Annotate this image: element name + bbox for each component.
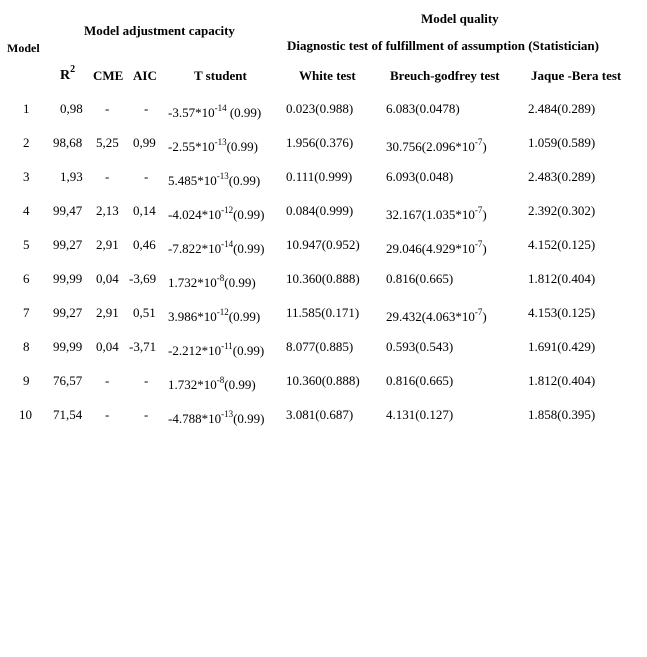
- cell-r2: [60, 169, 83, 185]
- model-number: 9: [23, 373, 30, 388]
- bg-value: 4.131(0.127): [386, 407, 454, 422]
- aic-value: -3,69: [129, 271, 157, 286]
- white-value: 10.947(0.952): [286, 237, 360, 252]
- cme-value: 5,25: [96, 135, 119, 150]
- t-mantissa: 1.732*10: [168, 275, 217, 290]
- t-exponent: -14: [221, 239, 234, 249]
- r2-value: 99,47: [53, 203, 83, 218]
- cell-model: [23, 305, 30, 321]
- aic-value: 0,99: [133, 135, 156, 150]
- cell-white-test: [286, 373, 360, 389]
- cell-model: [23, 101, 30, 117]
- cell-white-test: [286, 203, 353, 219]
- header-diagnostic: Diagnostic test of fulfillment of assumption (Statistician): [287, 38, 599, 53]
- cme-value: -: [105, 373, 110, 388]
- jb-value: 1.812(0.404): [528, 373, 596, 388]
- t-mantissa: -2.55*10: [168, 139, 215, 154]
- cell-model: [23, 339, 30, 355]
- cell-breusch-godfrey: [386, 241, 487, 257]
- r2-value: 99,27: [53, 237, 83, 252]
- cme-value: 2,91: [96, 305, 119, 320]
- t-mantissa: 3.986*10: [168, 309, 217, 324]
- t-pvalue: (0.99): [232, 343, 265, 358]
- r2-value: 99,27: [53, 305, 83, 320]
- cell-aic: [144, 101, 148, 117]
- r2-value: 0,98: [60, 101, 83, 116]
- white-value: 10.360(0.888): [286, 373, 360, 388]
- cell-white-test: [286, 237, 360, 253]
- cell-jarque-bera: [528, 101, 595, 117]
- t-pvalue: (0.99): [233, 241, 265, 256]
- jb-value: 1.691(0.429): [528, 339, 596, 354]
- r2-value: 1,93: [60, 169, 83, 184]
- header-model: Model: [7, 41, 40, 55]
- model-number: 10: [19, 407, 32, 422]
- cell-aic: [129, 271, 156, 287]
- cell-cme: [105, 101, 109, 117]
- jb-value: 1.812(0.404): [528, 271, 596, 286]
- model-number: 8: [23, 339, 30, 354]
- r2-value: 99,99: [53, 271, 83, 286]
- jb-value: 2.484(0.289): [528, 101, 596, 116]
- model-number: 6: [23, 271, 30, 286]
- cell-aic: [129, 339, 156, 355]
- t-exponent: -12: [216, 307, 229, 317]
- t-exponent: -13: [221, 409, 234, 419]
- cell-breusch-godfrey: [386, 339, 453, 355]
- t-exponent: -8: [216, 273, 225, 283]
- cell-r2: [53, 237, 82, 253]
- cell-breusch-godfrey: [386, 271, 453, 287]
- cell-aic: [144, 169, 148, 185]
- t-pvalue: (0.99): [228, 173, 261, 188]
- r2-base: R: [60, 68, 71, 83]
- cell-model: [23, 237, 30, 253]
- bg-value: 32.167(1.035*10: [386, 207, 475, 222]
- cell-jarque-bera: [528, 373, 595, 389]
- jb-value: 1.059(0.589): [528, 135, 596, 150]
- cme-value: -: [105, 169, 110, 184]
- t-pvalue: (0.99): [233, 411, 265, 426]
- model-number: 7: [23, 305, 30, 320]
- bg-value: 0.593(0.543): [386, 339, 454, 354]
- cell-white-test: [286, 271, 360, 287]
- cell-cme: [96, 203, 119, 219]
- cell-white-test: [286, 339, 353, 355]
- cell-white-test: [286, 169, 352, 185]
- white-value: 0.084(0.999): [286, 203, 354, 218]
- cme-value: -: [105, 407, 110, 422]
- cell-cme: [105, 407, 109, 423]
- t-exponent: -14: [214, 103, 227, 113]
- bg-close: ): [482, 241, 487, 256]
- cell-breusch-godfrey: [386, 207, 487, 223]
- cell-cme: [96, 305, 119, 321]
- cme-value: 2,91: [96, 237, 119, 252]
- bg-exponent: -7: [474, 205, 483, 215]
- cell-breusch-godfrey: [386, 101, 460, 117]
- bg-value: 30.756(2.096*10: [386, 139, 475, 154]
- cell-cme: [96, 339, 119, 355]
- white-value: 0.111(0.999): [286, 169, 353, 184]
- jb-value: 1.858(0.395): [528, 407, 596, 422]
- cell-r2: [53, 373, 82, 389]
- header-cme: CME: [93, 68, 124, 83]
- r2-value: 98,68: [53, 135, 83, 150]
- aic-value: 0,14: [133, 203, 156, 218]
- bg-value: 0.816(0.665): [386, 373, 454, 388]
- cell-t-student: [168, 411, 265, 427]
- t-exponent: -12: [221, 205, 234, 215]
- model-number: 4: [23, 203, 30, 218]
- cell-white-test: [286, 305, 359, 321]
- white-value: 8.077(0.885): [286, 339, 354, 354]
- cell-model: [23, 135, 30, 151]
- jb-value: 4.153(0.125): [528, 305, 596, 320]
- r2-exponent: 2: [70, 64, 76, 75]
- t-mantissa: -4.024*10: [168, 207, 222, 222]
- cell-r2: [53, 271, 82, 287]
- aic-value: -3,71: [129, 339, 157, 354]
- cell-t-student: [168, 173, 260, 189]
- white-value: 10.360(0.888): [286, 271, 360, 286]
- jb-value: 2.483(0.289): [528, 169, 596, 184]
- r2-value: 76,57: [53, 373, 83, 388]
- cell-aic: [133, 305, 156, 321]
- cell-white-test: [286, 407, 353, 423]
- cell-r2: [53, 135, 82, 151]
- cell-jarque-bera: [528, 305, 595, 321]
- cell-r2: [53, 339, 82, 355]
- cme-value: 0,04: [96, 271, 119, 286]
- cell-r2: [53, 203, 82, 219]
- bg-value: 29.432(4.063*10: [386, 309, 475, 324]
- t-mantissa: 1.732*10: [168, 377, 217, 392]
- bg-exponent: -7: [474, 137, 483, 147]
- jb-value: 4.152(0.125): [528, 237, 596, 252]
- bg-close: ): [482, 207, 487, 222]
- cell-model: [23, 203, 30, 219]
- header-white-test: White test: [299, 68, 356, 83]
- cell-model: [23, 271, 30, 287]
- cme-value: -: [105, 101, 110, 116]
- cell-aic: [133, 135, 156, 151]
- cell-t-student: [168, 275, 256, 291]
- t-mantissa: 5.485*10: [168, 173, 217, 188]
- bg-value: 6.083(0.0478): [386, 101, 460, 116]
- t-exponent: -13: [214, 137, 227, 147]
- cell-white-test: [286, 135, 353, 151]
- cell-jarque-bera: [528, 339, 595, 355]
- model-number: 1: [23, 101, 30, 116]
- cell-breusch-godfrey: [386, 373, 453, 389]
- t-pvalue: (0.99): [224, 377, 256, 392]
- cell-aic: [144, 407, 148, 423]
- bg-exponent: -7: [474, 307, 483, 317]
- t-exponent: -8: [216, 375, 225, 385]
- white-value: 11.585(0.171): [286, 305, 360, 320]
- cell-model: [23, 169, 30, 185]
- cell-aic: [133, 237, 156, 253]
- cell-cme: [96, 271, 119, 287]
- t-exponent: -13: [216, 171, 229, 181]
- cme-value: 2,13: [96, 203, 119, 218]
- aic-value: -: [144, 101, 149, 116]
- header-model-quality: Model quality: [421, 11, 499, 26]
- bg-value: 0.816(0.665): [386, 271, 454, 286]
- aic-value: -: [144, 169, 149, 184]
- cell-aic: [144, 373, 148, 389]
- t-mantissa: -4.788*10: [168, 411, 222, 426]
- header-r2: [60, 64, 76, 84]
- model-number: 3: [23, 169, 30, 184]
- cell-model: [19, 407, 32, 423]
- cme-value: 0,04: [96, 339, 119, 354]
- cell-jarque-bera: [528, 407, 595, 423]
- cell-breusch-godfrey: [386, 139, 487, 155]
- cell-t-student: [168, 377, 256, 393]
- cell-aic: [133, 203, 156, 219]
- header-t-student: T student: [194, 68, 247, 83]
- header-adjustment-capacity: Model adjustment capacity: [84, 23, 235, 38]
- cell-jarque-bera: [528, 271, 595, 287]
- cell-jarque-bera: [528, 203, 595, 219]
- t-pvalue: (0.99): [228, 309, 261, 324]
- header-breusch-godfrey: Breuch-godfrey test: [390, 68, 500, 83]
- cell-t-student: [168, 241, 265, 257]
- aic-value: -: [144, 373, 149, 388]
- cell-model: [23, 373, 30, 389]
- cell-t-student: [168, 309, 260, 325]
- cell-breusch-godfrey: [386, 169, 453, 185]
- bg-close: ): [482, 309, 487, 324]
- cell-jarque-bera: [528, 135, 595, 151]
- aic-value: -: [144, 407, 149, 422]
- cell-jarque-bera: [528, 237, 595, 253]
- cell-r2: [53, 407, 82, 423]
- t-mantissa: -2.212*10: [168, 343, 222, 358]
- cell-white-test: [286, 101, 353, 117]
- cell-jarque-bera: [528, 169, 595, 185]
- t-pvalue: (0.99): [233, 207, 265, 222]
- cell-t-student: [168, 105, 261, 121]
- t-exponent: -11: [221, 341, 233, 351]
- cell-t-student: [168, 139, 258, 155]
- t-pvalue: (0.99): [226, 139, 259, 154]
- aic-value: 0,51: [133, 305, 156, 320]
- cell-r2: [53, 305, 82, 321]
- t-pvalue: (0.99): [224, 275, 256, 290]
- r2-value: 99,99: [53, 339, 83, 354]
- white-value: 1.956(0.376): [286, 135, 354, 150]
- r2-value: 71,54: [53, 407, 83, 422]
- bg-value: 29.046(4.929*10: [386, 241, 475, 256]
- cell-cme: [96, 135, 119, 151]
- t-mantissa: -7.822*10: [168, 241, 222, 256]
- white-value: 0.023(0.988): [286, 101, 354, 116]
- cell-breusch-godfrey: [386, 407, 453, 423]
- cell-cme: [96, 237, 119, 253]
- bg-value: 6.093(0.048): [386, 169, 454, 184]
- header-jarque-bera: Jaque -Bera test: [531, 68, 622, 83]
- white-value: 3.081(0.687): [286, 407, 354, 422]
- model-number: 2: [23, 135, 30, 150]
- jb-value: 2.392(0.302): [528, 203, 596, 218]
- cell-breusch-godfrey: [386, 309, 487, 325]
- bg-close: ): [482, 139, 487, 154]
- cell-t-student: [168, 207, 265, 223]
- cell-t-student: [168, 343, 264, 359]
- header-aic: AIC: [133, 68, 157, 83]
- bg-exponent: -7: [474, 239, 483, 249]
- t-mantissa: -3.57*10: [168, 105, 215, 120]
- cell-cme: [105, 169, 109, 185]
- aic-value: 0,46: [133, 237, 156, 252]
- t-pvalue: (0.99): [226, 105, 262, 120]
- model-number: 5: [23, 237, 30, 252]
- cell-r2: [60, 101, 83, 117]
- cell-cme: [105, 373, 109, 389]
